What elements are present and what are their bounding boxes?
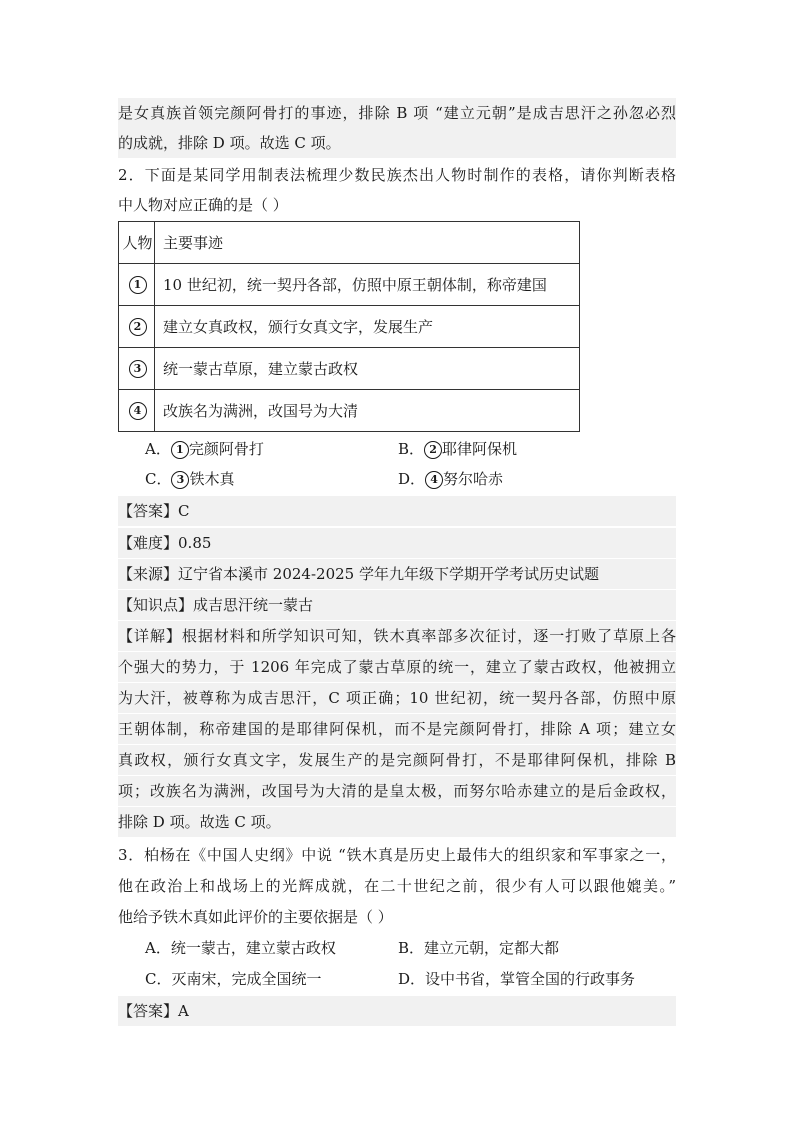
option-text: 统一蒙古，建立蒙古政权 — [170, 939, 336, 957]
q2-stem-line-1: 2．下面是某同学用制表法梳理少数民族杰出人物时制作的表格，请你判断表格 — [118, 166, 676, 184]
header-deeds: 主要事迹 — [155, 222, 580, 264]
knowledge-label: 【知识点】 — [118, 596, 194, 614]
q2-table — [118, 221, 580, 432]
table-row — [119, 306, 580, 348]
option-text: 努尔哈赤 — [443, 470, 504, 488]
q2-detail-line-2: 个强大的势力，于 1206 年完成了蒙古草原的统一，建立了蒙古政权，他被拥立 — [118, 652, 676, 682]
source-label: 【来源】 — [118, 565, 179, 583]
circled-number: 4 — [129, 402, 147, 420]
q2-knowledge — [118, 590, 676, 620]
q3-option-a[interactable] — [145, 933, 336, 963]
prev-explanation-line-1: 是女真族首领完颜阿骨打的事迹，排除 B 项 “建立元朝”是成吉思汗之孙忽必烈 — [118, 98, 676, 128]
q3-stem-line-1: 3．柏杨在《中国人史纲》中说 “铁木真是历史上最伟大的组织家和军事家之一， — [118, 846, 676, 864]
q2-detail-line-3: 为大汗，被尊称为成吉思汗，C 项正确；10 世纪初，统一契丹各部，仿照中原 — [118, 683, 676, 713]
table-cell: 改族名为满洲，改国号为大清 — [155, 390, 580, 432]
answer-label: 【答案】 — [118, 502, 179, 520]
difficulty-value: 0.85 — [178, 534, 212, 552]
answer-label: 【答案】 — [118, 1002, 179, 1020]
q2-difficulty — [118, 528, 676, 558]
table-cell: 统一蒙古草原，建立蒙古政权 — [155, 348, 580, 390]
option-letter: B． — [398, 440, 425, 458]
circled-number: 1 — [129, 276, 147, 294]
option-letter: A． — [145, 939, 171, 957]
difficulty-label: 【难度】 — [118, 534, 179, 552]
q3-option-d[interactable] — [398, 964, 635, 994]
circled-number: 1 — [171, 441, 189, 459]
table-row — [119, 348, 580, 390]
option-letter: D． — [398, 470, 426, 488]
circled-number: 4 — [425, 471, 443, 489]
prev-explanation-line-2: 的成就，排除 D 项。故选 C 项。 — [118, 128, 676, 158]
q2-option-a[interactable] — [145, 434, 264, 464]
q3-option-b[interactable] — [398, 933, 559, 963]
header-person: 人物 — [119, 222, 155, 264]
option-letter: D． — [398, 970, 426, 988]
circled-number: 3 — [171, 471, 189, 489]
q2-stem-line-2: 中人物对应正确的是（ ） — [118, 196, 288, 214]
option-letter: C． — [145, 970, 172, 988]
table-header-row — [119, 222, 580, 264]
detail-text: 根据材料和所学知识可知，铁木真率部多次征讨，逐一打败了草原上各 — [181, 627, 676, 645]
circled-number: 3 — [129, 360, 147, 378]
detail-label: 【详解】 — [118, 627, 182, 645]
answer-value: A — [178, 1002, 189, 1020]
table-cell: 建立女真政权，颁行女真文字，发展生产 — [155, 306, 580, 348]
q2-source — [118, 559, 676, 589]
knowledge-value: 成吉思汗统一蒙古 — [193, 596, 314, 614]
q2-option-b[interactable] — [398, 434, 517, 464]
option-text: 完颜阿骨打 — [188, 440, 264, 458]
option-text: 灭南宋，完成全国统一 — [171, 970, 322, 988]
q3-answer — [118, 996, 676, 1026]
answer-value: C — [178, 502, 190, 520]
q2-answer — [118, 496, 676, 526]
option-text: 铁木真 — [189, 470, 235, 488]
option-text: 耶律阿保机 — [442, 440, 518, 458]
option-text: 设中书省，掌管全国的行政事务 — [425, 970, 636, 988]
q2-detail-line-1 — [118, 621, 676, 651]
option-text: 建立元朝，定都大都 — [424, 939, 560, 957]
option-letter: C． — [145, 470, 172, 488]
q2-option-c[interactable] — [145, 464, 235, 494]
q3-stem-line-3: 他给予铁木真如此评价的主要依据是（ ） — [118, 908, 393, 926]
q2-detail-line-6: 项；改族名为满洲，改国号为大清的是皇太极，而努尔哈赤建立的是后金政权， — [118, 776, 676, 806]
option-letter: B． — [398, 939, 425, 957]
table-cell: 10 世纪初，统一契丹各部，仿照中原王朝体制，称帝建国 — [155, 264, 580, 306]
table-row — [119, 264, 580, 306]
circled-number: 2 — [424, 441, 442, 459]
q2-option-d[interactable] — [398, 464, 503, 494]
q3-stem-line-2: 他在政治上和战场上的光辉成就，在二十世纪之前，很少有人可以跟他媲美。” — [118, 877, 676, 895]
circled-number: 2 — [129, 318, 147, 336]
q3-option-c[interactable] — [145, 964, 322, 994]
table-row — [119, 390, 580, 432]
option-letter: A． — [145, 440, 171, 458]
source-value: 辽宁省本溪市 2024-2025 学年九年级下学期开学考试历史试题 — [178, 565, 599, 583]
q2-detail-line-5: 真政权，颁行女真文字，发展生产的是完颜阿骨打，不是耶律阿保机，排除 B — [118, 745, 676, 775]
q2-detail-line-4: 王朝体制，称帝建国的是耶律阿保机，而不是完颜阿骨打，排除 A 项；建立女 — [118, 714, 676, 744]
q2-detail-line-7: 排除 D 项。故选 C 项。 — [118, 807, 676, 837]
